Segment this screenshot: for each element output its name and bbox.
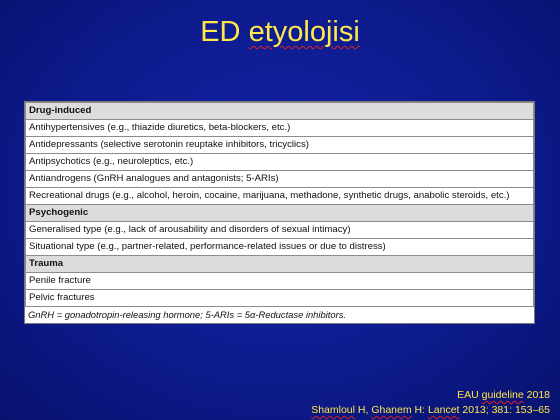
ref-journal: Lancet <box>427 404 460 416</box>
table-cell: Antihypertensives (e.g., thiazide diuretics, beta-blockers, etc.) <box>26 120 534 137</box>
table-row <box>26 239 534 256</box>
ref-text: H, <box>354 404 372 416</box>
table-cell: Antidepressants (selective serotonin reuptake inhibitors, tricyclics) <box>26 137 534 154</box>
slide-title-part2: etyolojisi <box>248 16 360 48</box>
slide-title <box>0 14 560 50</box>
table-section-header <box>26 205 534 222</box>
etiology-table-body <box>26 103 534 307</box>
table-cell: Drug-induced <box>26 103 534 120</box>
ref-author: Ghanem <box>371 404 412 416</box>
table-row <box>26 273 534 290</box>
reference-guideline <box>457 388 550 402</box>
table-cell: Situational type (e.g., partner-related, performance-related issues or due to distress) <box>26 239 534 256</box>
etiology-table <box>24 101 535 324</box>
ref-text: guideline <box>481 389 524 401</box>
table-row <box>26 290 534 307</box>
table-row <box>26 120 534 137</box>
ref-author: Shamloul <box>311 404 355 416</box>
table-cell: Recreational drugs (e.g., alcohol, heroin, cocaine, marijuana, methadone, synthetic drugs, anabolic steroids, etc.) <box>26 188 534 205</box>
table-cell: Pelvic fractures <box>26 290 534 307</box>
table-row <box>26 171 534 188</box>
ref-text: 2018 <box>523 389 550 401</box>
table-cell: Trauma <box>26 256 534 273</box>
table-row <box>26 188 534 205</box>
reference-citation <box>311 403 550 417</box>
table-cell: Generalised type (e.g., lack of arousability and disorders of sexual intimacy) <box>26 222 534 239</box>
slide-title-part1: ED <box>200 16 249 48</box>
table-cell: Penile fracture <box>26 273 534 290</box>
table-row <box>26 154 534 171</box>
table-section-header <box>26 103 534 120</box>
table-row <box>26 137 534 154</box>
ref-text: 2013; 381: 153–65 <box>459 404 550 416</box>
table-cell: Psychogenic <box>26 205 534 222</box>
ref-text: EAU <box>457 389 482 401</box>
table-row <box>26 222 534 239</box>
table-cell: Antiandrogens (GnRH analogues and antagonists; 5-ARIs) <box>26 171 534 188</box>
table-section-header <box>26 256 534 273</box>
table-cell: Antipsychotics (e.g., neuroleptics, etc.) <box>26 154 534 171</box>
table-footnote: GnRH = gonadotropin-releasing hormone; 5-ARIs = 5α-Reductase inhibitors. <box>28 309 347 320</box>
ref-text: H: <box>411 404 428 416</box>
